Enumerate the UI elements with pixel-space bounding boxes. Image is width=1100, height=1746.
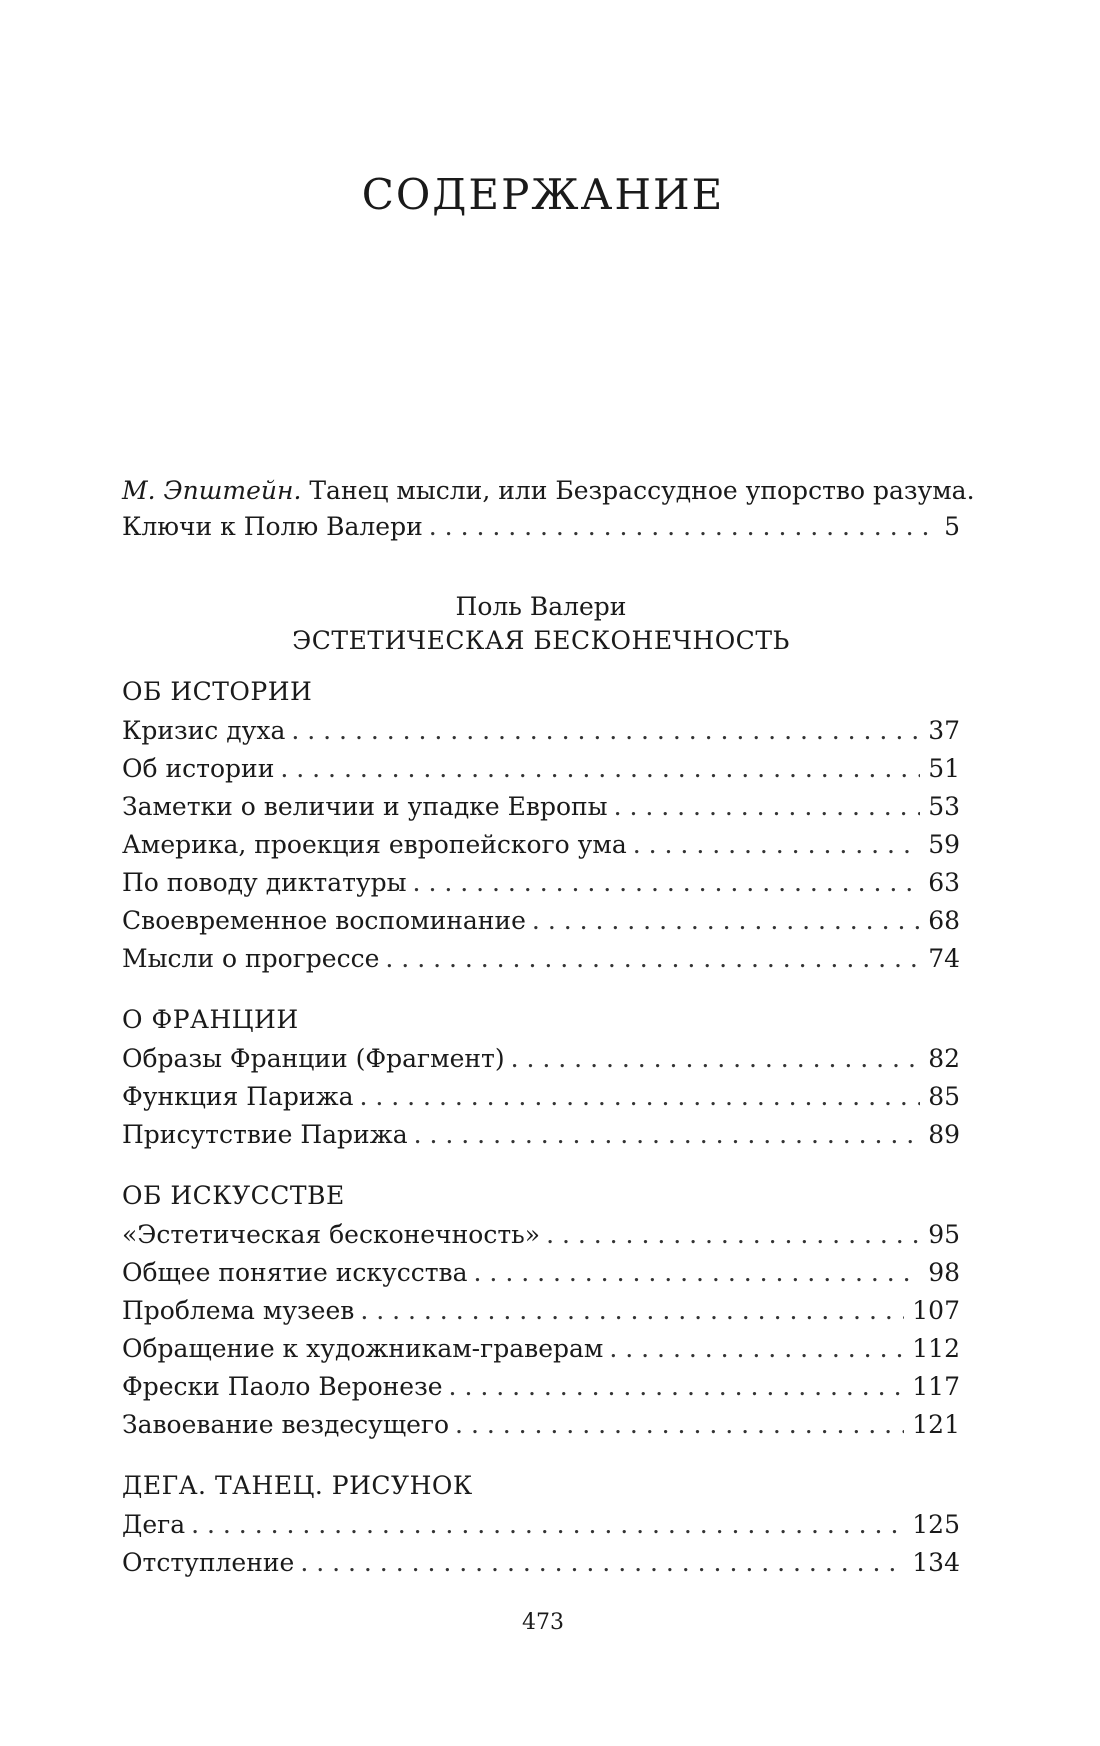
dot-leader (429, 508, 936, 546)
intro-page: 5 (944, 512, 960, 541)
page-title: СОДЕРЖАНИЕ (361, 170, 725, 219)
entry-title: Кризис духа (122, 716, 286, 745)
entry-page: 117 (912, 1372, 960, 1401)
entry-page: 85 (928, 1082, 960, 1111)
dot-leader (300, 1544, 904, 1582)
entry-page: 121 (912, 1410, 960, 1439)
toc-entry[interactable] (122, 1506, 960, 1544)
entry-title: Образы Франции (Фрагмент) (122, 1044, 505, 1073)
intro-line-1 (122, 474, 975, 508)
dot-leader (280, 750, 920, 788)
dot-leader (614, 788, 921, 826)
toc-entry[interactable] (122, 902, 960, 940)
book-heading (122, 590, 960, 658)
entry-page: 53 (928, 792, 960, 821)
toc-entry[interactable] (122, 750, 960, 788)
dot-leader (609, 1330, 904, 1368)
intro-entry (122, 474, 975, 546)
dot-leader (633, 826, 920, 864)
dot-leader (385, 940, 920, 978)
entry-page: 125 (912, 1510, 960, 1539)
section-heading: ДЕГА. ТАНЕЦ. РИСУНОК (122, 1471, 473, 1500)
toc-entry[interactable] (122, 1406, 960, 1444)
entry-title: По поводу диктатуры (122, 868, 407, 897)
toc-entry[interactable] (122, 1216, 960, 1254)
entry-page: 98 (928, 1258, 960, 1287)
entry-page: 89 (928, 1120, 960, 1149)
entry-title: Завоевание вездесущего (122, 1410, 450, 1439)
entry-page: 51 (928, 754, 960, 783)
entry-title: Мысли о прогрессе (122, 944, 380, 973)
dot-leader (359, 1078, 920, 1116)
entry-page: 134 (912, 1548, 960, 1577)
entry-title: Америка, проекция европейского ума (122, 830, 627, 859)
entry-page: 37 (928, 716, 960, 745)
dot-leader (413, 864, 921, 902)
toc-entry[interactable] (122, 1292, 960, 1330)
entry-title: Фрески Паоло Веронезе (122, 1372, 443, 1401)
entry-title: Заметки о величии и упадке Европы (122, 792, 608, 821)
entry-page: 95 (928, 1220, 960, 1249)
entry-page: 68 (928, 906, 960, 935)
toc-entry[interactable] (122, 864, 960, 902)
entry-title: Дега (122, 1510, 186, 1539)
section-heading: ОБ ИСТОРИИ (122, 677, 313, 706)
toc-entry[interactable] (122, 826, 960, 864)
entry-title: Об истории (122, 754, 275, 783)
toc-entry[interactable] (122, 1040, 960, 1078)
toc-entry[interactable] (122, 1116, 960, 1154)
toc-entry[interactable] (122, 1368, 960, 1406)
section-heading: О ФРАНЦИИ (122, 1005, 299, 1034)
entry-page: 59 (928, 830, 960, 859)
dot-leader (191, 1506, 904, 1544)
table-of-contents (122, 474, 975, 1582)
entry-title: Функция Парижа (122, 1082, 354, 1111)
book-title: ЭСТЕТИЧЕСКАЯ БЕСКОНЕЧНОСТЬ (292, 626, 790, 655)
dot-leader (532, 902, 920, 940)
intro-author: М. Эпштейн. (122, 476, 302, 505)
entry-page: 112 (912, 1334, 960, 1363)
entry-title: «Эстетическая бесконечность» (122, 1220, 541, 1249)
toc-entry[interactable] (122, 940, 960, 978)
dot-leader (414, 1116, 921, 1154)
intro-line-2 (122, 508, 960, 546)
intro-title-part-1: Танец мысли, или Безрассудное упорство разума. (301, 476, 975, 505)
entry-page: 82 (928, 1044, 960, 1073)
dot-leader (291, 712, 920, 750)
dot-leader (455, 1406, 904, 1444)
entry-page: 63 (928, 868, 960, 897)
book-author: Поль Валери (455, 592, 627, 621)
entry-title: Своевременное воспоминание (122, 906, 526, 935)
dot-leader (449, 1368, 905, 1406)
entry-title: Проблема музеев (122, 1296, 355, 1325)
entry-title: Отступление (122, 1548, 295, 1577)
entry-page: 107 (912, 1296, 960, 1325)
intro-title-part-2: Ключи к Полю Валери (122, 512, 423, 541)
toc-entry[interactable] (122, 1254, 960, 1292)
entry-title: Присутствие Парижа (122, 1120, 408, 1149)
toc-entry[interactable] (122, 788, 960, 826)
dot-leader (360, 1292, 904, 1330)
entry-page: 74 (928, 944, 960, 973)
dot-leader (546, 1216, 920, 1254)
dot-leader (474, 1254, 921, 1292)
page-number: 473 (522, 1610, 564, 1635)
section-heading: ОБ ИСКУССТВЕ (122, 1181, 345, 1210)
entry-title: Общее понятие искусства (122, 1258, 468, 1287)
toc-entry[interactable] (122, 712, 960, 750)
sections (122, 672, 960, 1582)
dot-leader (511, 1040, 921, 1078)
toc-entry[interactable] (122, 1544, 960, 1582)
toc-entry[interactable] (122, 1078, 960, 1116)
entry-title: Обращение к художникам-граверам (122, 1334, 604, 1363)
toc-entry[interactable] (122, 1330, 960, 1368)
